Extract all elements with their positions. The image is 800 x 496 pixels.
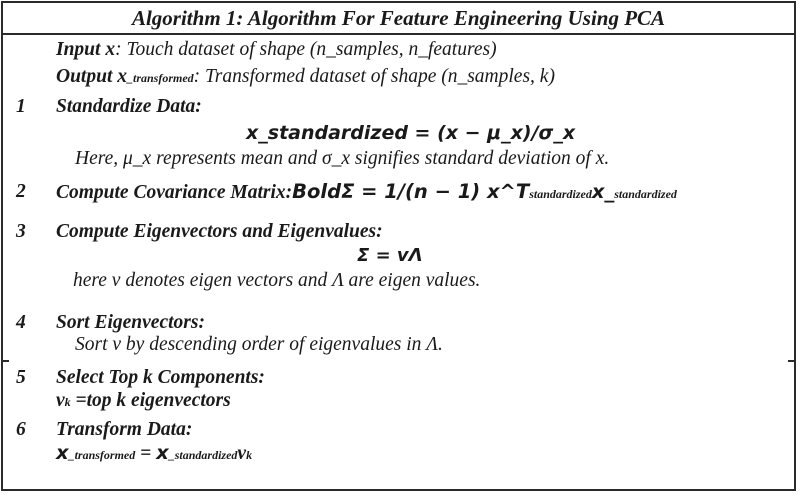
transform-v: v [237, 443, 247, 464]
output-line [56, 67, 555, 87]
algorithm-title: Algorithm 1: Algorithm For Feature Engineering Using PCA [3, 3, 794, 35]
step-note: here v denotes eigen vectors and Λ are eigen values. [73, 270, 481, 291]
step-title: Select Top k Components: [56, 367, 265, 388]
covariance-x: x_ [591, 180, 615, 203]
covariance-formula: BoldΣ = 1/(n − 1) x^T [292, 180, 530, 203]
topk-sub: k [64, 395, 71, 409]
covariance-sub-2: standardized [614, 187, 677, 201]
covariance-sub-1: standardized [529, 187, 592, 201]
input-text: : Touch dataset of shape (n_samples, n_features) [115, 39, 497, 60]
step-note: Here, μ_x represents mean and σ_x signifies standard deviation of x. [75, 148, 610, 169]
output-text: : Transformed dataset of shape (n_samples, k) [193, 66, 555, 87]
step-title: Standardize Data: [56, 96, 202, 117]
step-line [56, 391, 231, 411]
step-formula: x_standardized = (x − μ_x)/σ_x [246, 122, 576, 144]
step-number: 4 [16, 312, 26, 333]
transform-eq: = [135, 443, 157, 464]
step-number: 6 [16, 419, 26, 440]
transform-x2: x [156, 441, 169, 464]
step-title: Compute Covariance Matrix: [56, 182, 293, 203]
transform-x1: x [56, 441, 69, 464]
input-line [56, 40, 497, 60]
step-number: 2 [16, 181, 26, 202]
transform-x2-sub: _standardized [168, 448, 238, 462]
step-number: 1 [16, 96, 26, 117]
step-title: Transform Data: [56, 419, 193, 440]
topk-v: v [56, 390, 65, 411]
transform-formula [56, 443, 252, 464]
divider-right [788, 360, 794, 362]
step-title: Sort Eigenvectors: [56, 312, 205, 333]
transform-x1-sub: _transformed [68, 448, 136, 462]
step-formula: Σ = vΛ [357, 245, 423, 266]
input-label: Input x [56, 39, 116, 60]
transform-v-sub: k [246, 448, 253, 462]
step-line [56, 182, 677, 203]
output-label-sub: _transformed [126, 71, 194, 85]
step-number: 3 [16, 221, 26, 242]
step-number: 5 [16, 367, 26, 388]
step-note: Sort v by descending order of eigenvalues in Λ. [75, 334, 443, 355]
divider-left [3, 360, 9, 362]
topk-rest: =top k eigenvectors [70, 390, 231, 411]
step-title: Compute Eigenvectors and Eigenvalues: [56, 221, 383, 242]
output-label: Output x [56, 66, 127, 87]
